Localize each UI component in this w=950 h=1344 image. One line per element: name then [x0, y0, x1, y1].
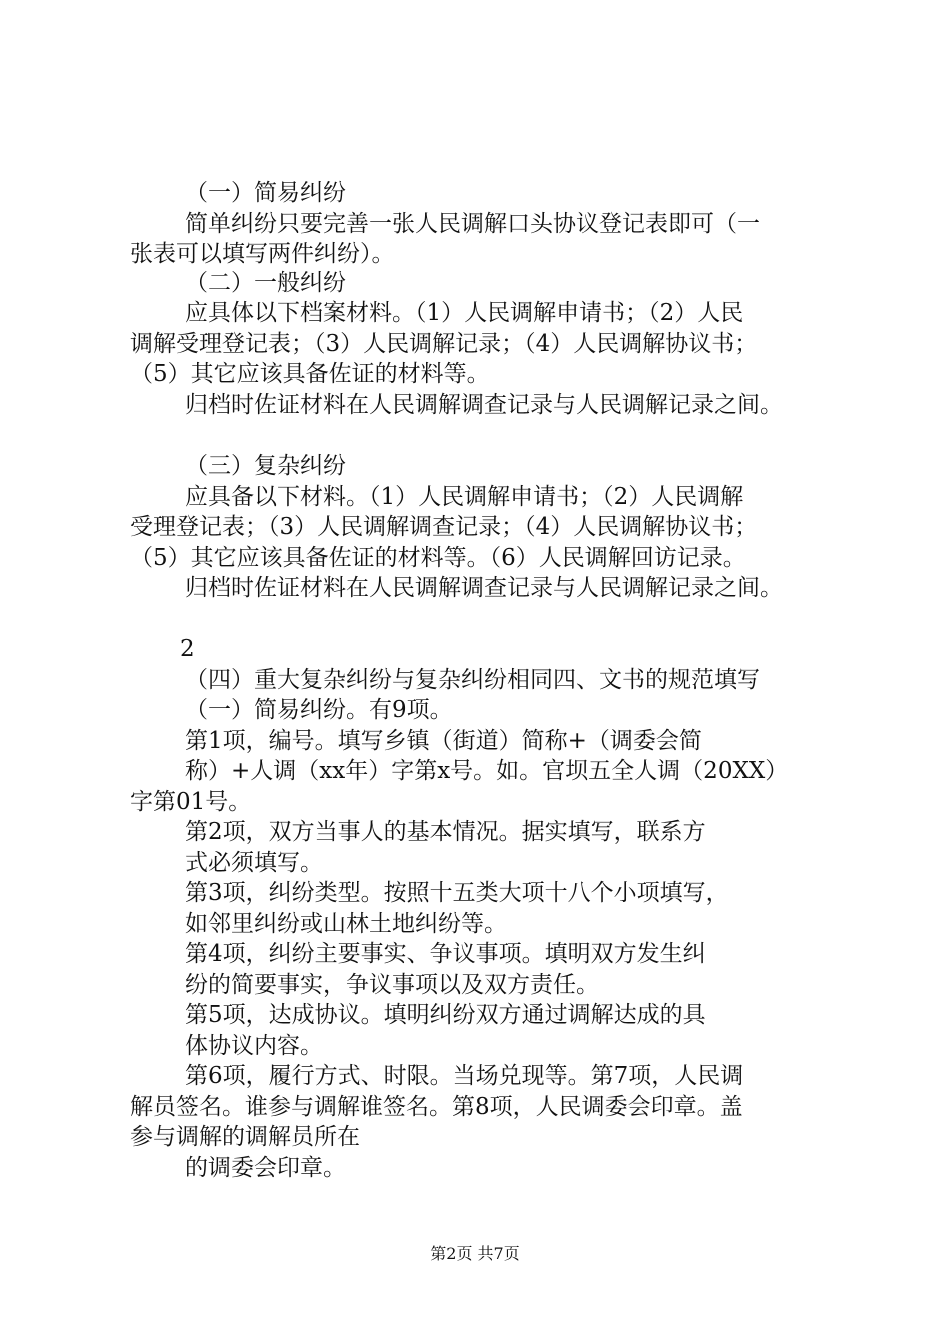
section-heading-major: （四）重大复杂纠纷与复杂纠纷相同四、文书的规范填写	[185, 667, 760, 693]
item-line: 称）+人调（xx年）字第x号。如。官坝五全人调（20XX）	[185, 758, 789, 784]
paragraph-line: 应具体以下档案材料。（1）人民调解申请书；（2）人民	[185, 300, 744, 326]
item-line: 纷的简要事实，争议事项以及双方责任。	[185, 972, 599, 998]
paragraph-line: （5）其它应该具备佐证的材料等。	[130, 361, 490, 387]
item-line: 式必须填写。	[185, 850, 323, 876]
paragraph-line: 归档时佐证材料在人民调解调查记录与人民调解记录之间。	[185, 575, 783, 601]
item-line: 第4项，纠纷主要事实、争议事项。填明双方发生纠	[185, 941, 706, 967]
item-line: 第6项，履行方式、时限。当场兑现等。第7项，人民调	[185, 1063, 744, 1089]
inline-page-number: 2	[180, 636, 195, 662]
item-line: 字第01号。	[130, 789, 252, 815]
section-heading-complex: （三）复杂纠纷	[185, 453, 346, 479]
item-line: 体协议内容。	[185, 1033, 323, 1059]
section-heading-general: （二）一般纠纷	[185, 270, 346, 296]
page-footer: 第2页 共7页	[430, 1244, 520, 1263]
paragraph-line: 调解受理登记表；（3）人民调解记录；（4）人民调解协议书；	[130, 331, 758, 357]
item-line: 第5项，达成协议。填明纠纷双方通过调解达成的具	[185, 1002, 706, 1028]
paragraph-line: 简单纠纷只要完善一张人民调解口头协议登记表即可（一	[185, 211, 760, 237]
paragraph-line: 受理登记表；（3）人民调解调查记录；（4）人民调解协议书；	[130, 514, 758, 540]
item-line: 第3项，纠纷类型。按照十五类大项十八个小项填写，	[185, 880, 729, 906]
item-line: 第1项，编号。填写乡镇（街道）简称+（调委会简	[185, 728, 702, 754]
item-line: 的调委会印章。	[185, 1155, 346, 1181]
paragraph-line: 张表可以填写两件纠纷）。	[130, 241, 395, 267]
paragraph-line: 归档时佐证材料在人民调解调查记录与人民调解记录之间。	[185, 392, 783, 418]
section-heading-simple: （一）简易纠纷	[185, 180, 346, 206]
paragraph-line: 应具备以下材料。（1）人民调解申请书；（2）人民调解	[185, 484, 744, 510]
item-line: 如邻里纠纷或山林土地纠纷等。	[185, 911, 507, 937]
item-line: 解员签名。谁参与调解谁签名。第8项，人民调委会印章。盖	[130, 1094, 743, 1120]
paragraph-line: （5）其它应该具备佐证的材料等。（6）人民调解回访记录。	[130, 545, 746, 571]
section-heading-simple-items: （一）简易纠纷。有9项。	[185, 697, 453, 723]
item-line: 参与调解的调解员所在	[130, 1124, 360, 1150]
item-line: 第2项，双方当事人的基本情况。据实填写，联系方	[185, 819, 706, 845]
